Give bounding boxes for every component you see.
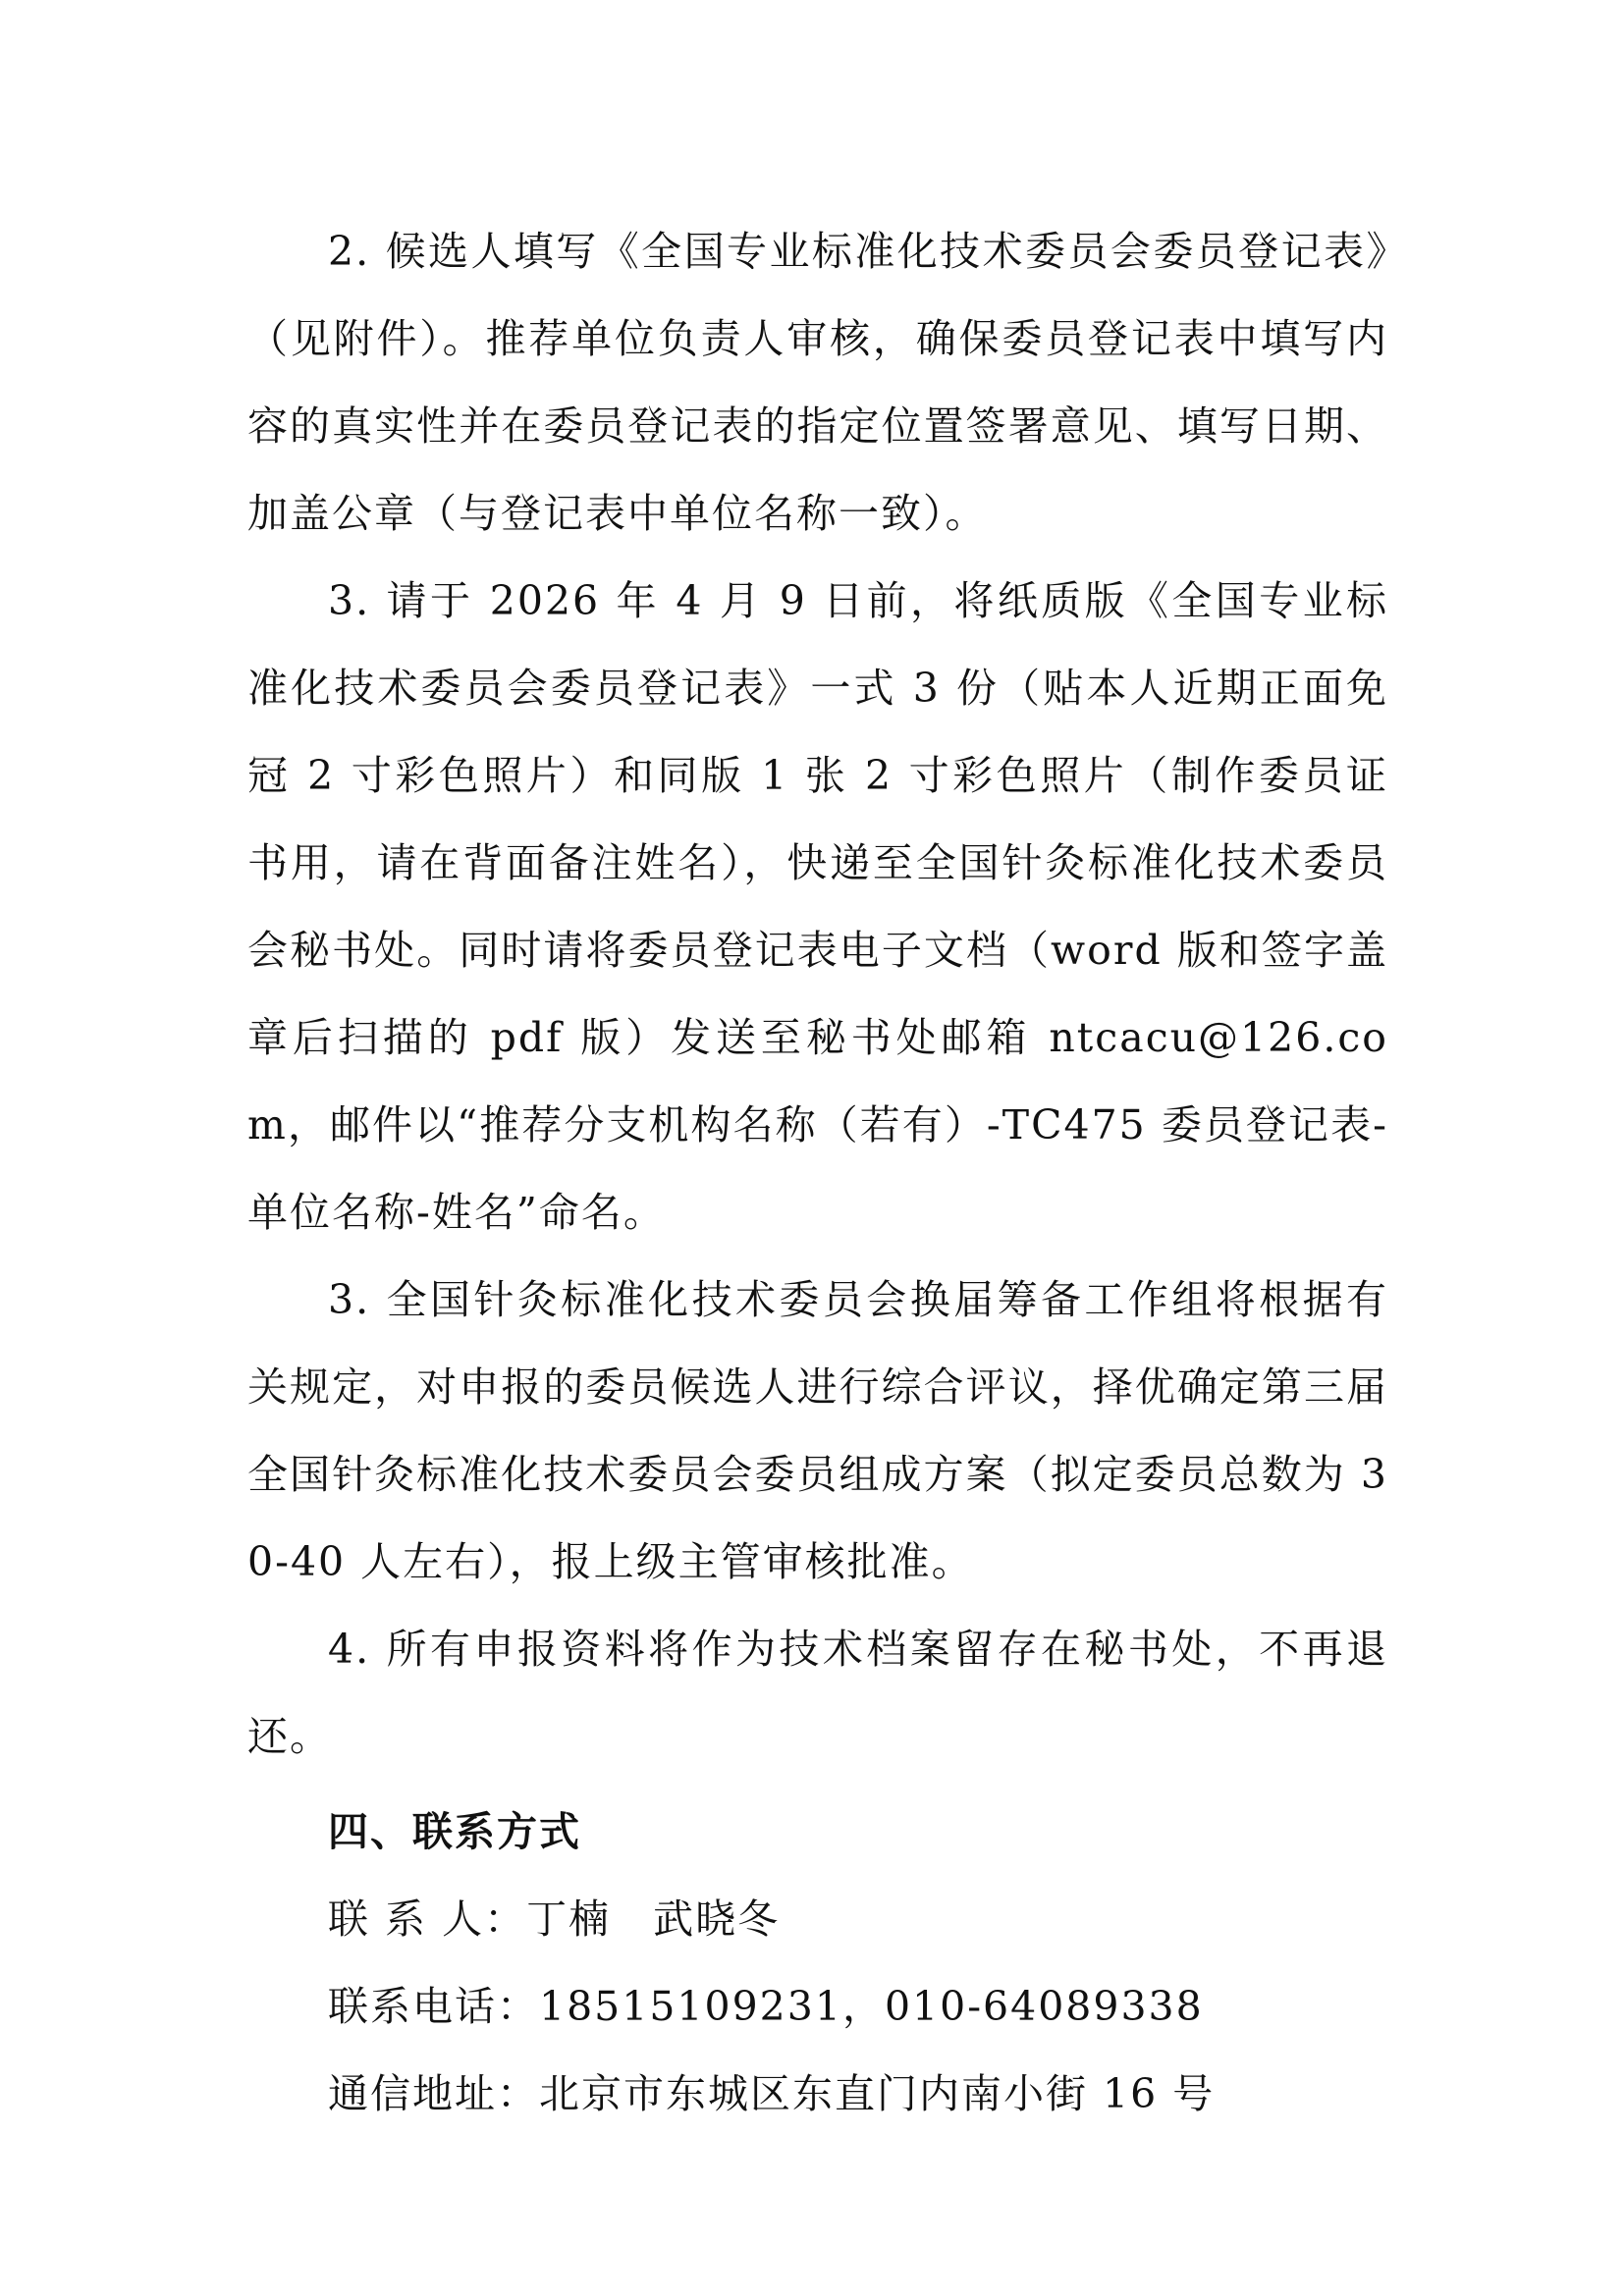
contact-person-line <box>247 1876 1388 1963</box>
paragraph-item-3-review: 3. 全国针灸标准化技术委员会换届筹备工作组将根据有关规定，对申报的委员候选人进行综合评议，择优确定第三届全国针灸标准化技术委员会委员组成方案（拟定委员总数为 30-40 人左右），报上级主管审核批准。 <box>247 1276 1388 1585</box>
contact-phone-label: 联系电话： <box>328 1983 539 2030</box>
document-body <box>247 208 1388 2138</box>
contact-address-line <box>247 2051 1388 2138</box>
contact-person-value: 丁楠 武晓冬 <box>526 1896 781 1943</box>
contact-person-label: 联 系 人： <box>328 1896 527 1943</box>
contact-phone-value: 18515109231，010-64089338 <box>539 1983 1204 2030</box>
contact-address-label: 通信地址： <box>328 2070 539 2117</box>
paragraph-item-4: 4. 所有申报资料将作为技术档案留存在秘书处，不再退还。 <box>247 1626 1388 1760</box>
paragraph-item-3-submission: 3. 请于 2026 年 4 月 9 日前，将纸质版《全国专业标准化技术委员会委员登记表》一式 3 份（贴本人近期正面免冠 2 寸彩色照片）和同版 1 张 2 寸彩色照片（制作委员证书用，请在背面备注姓名），快递至全国针灸标准化技术委员会秘书处。同时请将委员登记表电子文档（word 版和签字盖章后扫描的 pdf 版）发送至秘书处邮箱 ntcacu@126.com，邮件以“推荐分支机构名称（若有）-TC475 委员登记表-单位名称-姓名”命名。 <box>247 577 1388 1236</box>
contact-phone-line <box>247 1963 1388 2051</box>
paragraph-item-2: 2. 候选人填写《全国专业标准化技术委员会委员登记表》（见附件）。推荐单位负责人审核，确保委员登记表中填写内容的真实性并在委员登记表的指定位置签署意见、填写日期、加盖公章（与登记表中单位名称一致）。 <box>247 228 1388 537</box>
contact-address-value: 北京市东城区东直门内南小街 16 号 <box>539 2070 1216 2117</box>
section-heading-contact: 四、联系方式 <box>328 1808 581 1855</box>
